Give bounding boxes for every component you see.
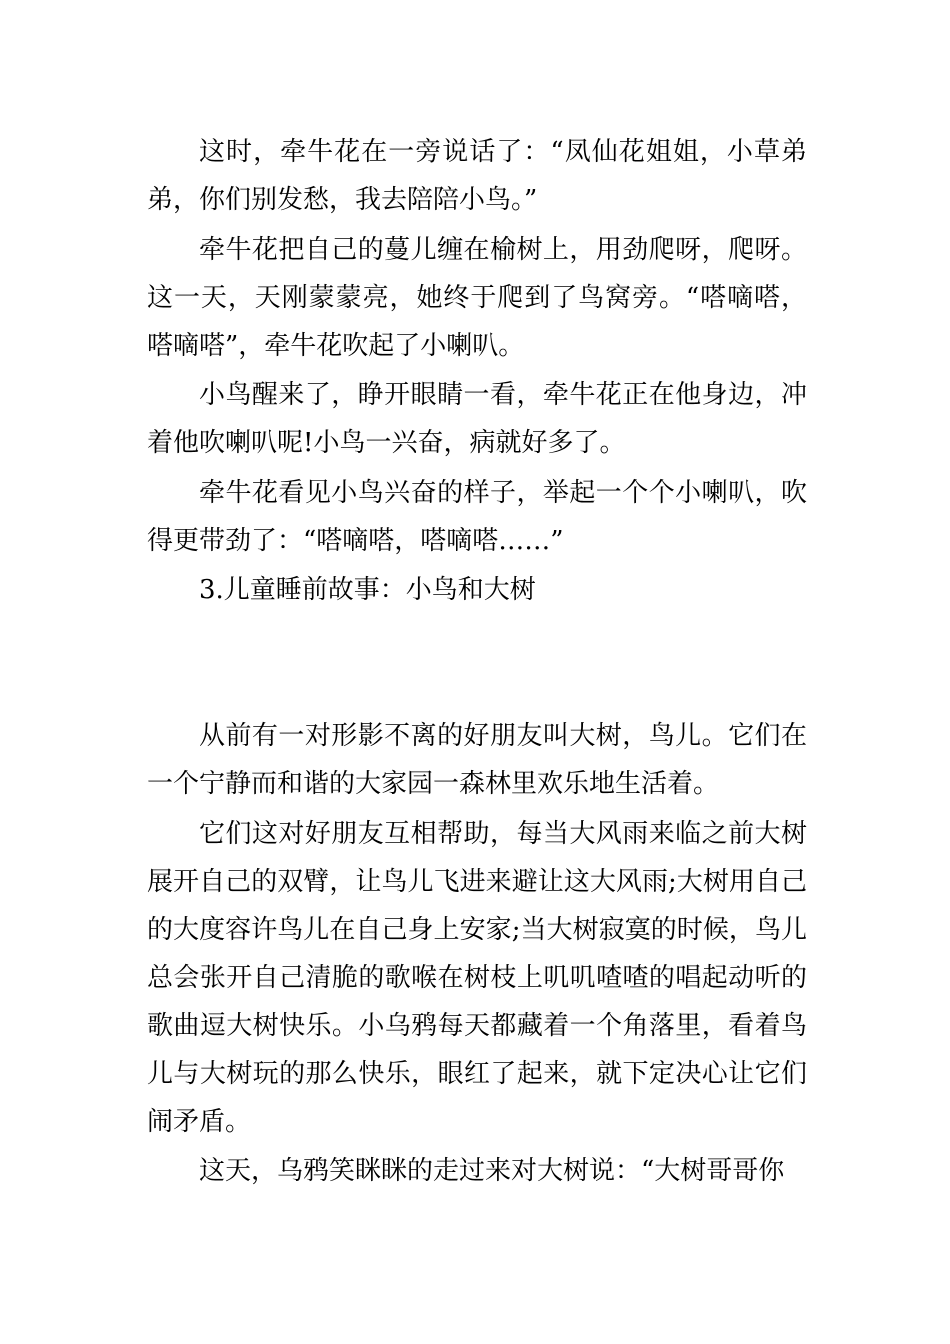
document-body <box>147 128 807 1195</box>
paragraph-friends-help: 它们这对好朋友互相帮助，每当大风雨来临之前大树展开自己的双臂，让鸟儿飞进来避让这大风雨;大树用自己的大度容许鸟儿在自己身上安家;当大树寂寞的时候，鸟儿总会张开自己清脆的歌喉在树枝上叽叽喳喳的唱起动听的歌曲逗大树快乐。小乌鸦每天都藏着一个角落里，看着鸟儿与大树玩的那么快乐，眼红了起来，就下定决心让它们闹矛盾。 <box>147 818 807 1137</box>
paragraph-crow-speaks: 这天，乌鸦笑眯眯的走过来对大树说：“大树哥哥你 <box>199 1156 785 1186</box>
paragraph-friends-intro: 从前有一对形影不离的好朋友叫大树，鸟儿。它们在一个宁静而和谐的大家园一森林里欢乐地生活着。 <box>147 721 807 799</box>
section-heading: 3.儿童睡前故事：小鸟和大树 <box>199 575 536 605</box>
section-spacer <box>147 614 807 712</box>
paragraph-bird-wakes: 小鸟醒来了，睁开眼睛一看，牵牛花正在他身边，冲着他吹喇叭呢!小鸟一兴奋，病就好多了。 <box>147 380 807 458</box>
paragraph-morning-glory-climbs: 牵牛花把自己的蔓儿缠在榆树上，用劲爬呀，爬呀。这一天，天刚蒙蒙亮，她终于爬到了鸟窝旁。“嗒嘀嗒，嗒嘀嗒”，牵牛花吹起了小喇叭。 <box>147 234 807 361</box>
paragraph-trumpets: 牵牛花看见小鸟兴奋的样子，举起一个个小喇叭，吹得更带劲了：“嗒嘀嗒，嗒嘀嗒……” <box>147 477 807 556</box>
paragraph-peony-speaks: 这时，牵牛花在一旁说话了：“凤仙花姐姐，小草弟弟，你们别发愁，我去陪陪小鸟。” <box>147 137 807 215</box>
